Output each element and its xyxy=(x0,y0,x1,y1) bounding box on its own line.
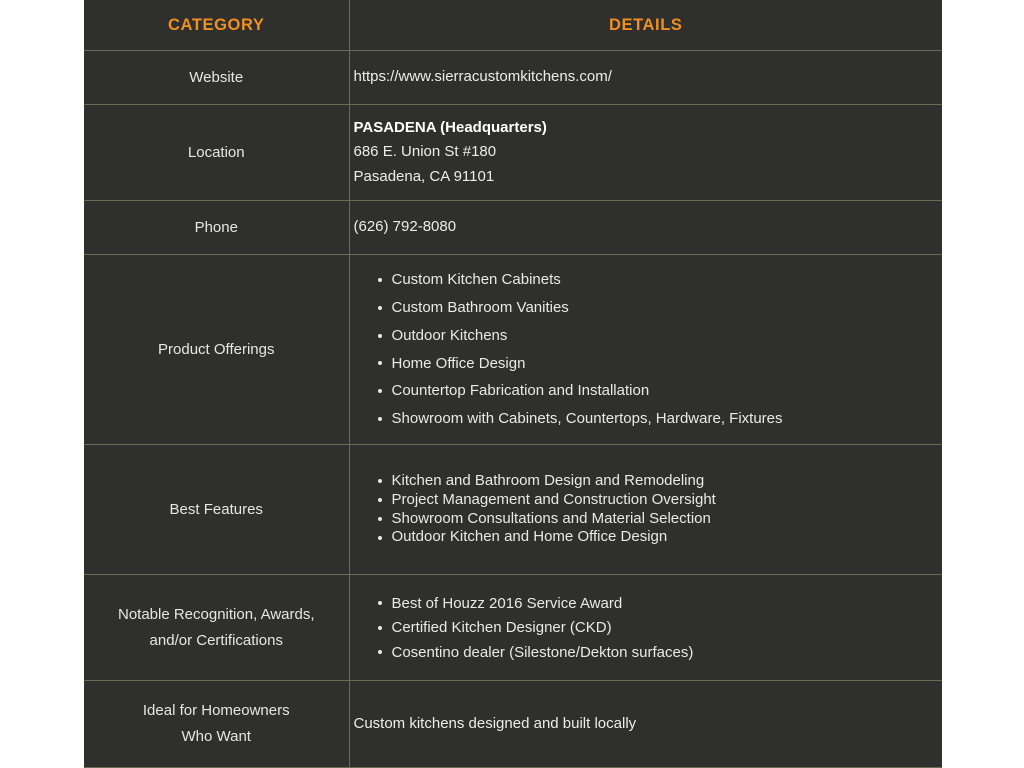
row-category-best-features xyxy=(84,445,349,575)
phone-number[interactable]: (626) 792-8080 xyxy=(353,218,457,236)
table-row xyxy=(84,51,942,105)
row-details-ideal-for xyxy=(349,681,942,768)
list-item: Project Management and Construction Oversight xyxy=(378,491,933,510)
category-label: Best Features xyxy=(169,500,263,518)
product-offerings-list xyxy=(350,269,943,429)
header-label-category: CATEGORY xyxy=(168,15,265,34)
row-details-notable-recognition xyxy=(349,575,942,681)
list-item: Outdoor Kitchens xyxy=(378,325,933,346)
category-label-line-1: Ideal for Homeowners xyxy=(142,702,290,720)
list-item: Outdoor Kitchen and Home Office Design xyxy=(378,528,933,547)
company-info-table xyxy=(84,0,942,768)
category-label: Product Offerings xyxy=(158,340,275,358)
table-row xyxy=(84,201,942,255)
row-details-location xyxy=(349,105,942,201)
table-row xyxy=(84,445,942,575)
address-line-city-state-zip: Pasadena, CA 91101 xyxy=(353,167,495,185)
ideal-for-value: Custom kitchens designed and built locally xyxy=(353,714,637,732)
row-category-product-offerings xyxy=(84,255,349,445)
list-item: Custom Kitchen Cabinets xyxy=(378,269,933,290)
row-details-website xyxy=(349,51,942,105)
category-label: Location xyxy=(187,143,245,161)
category-label-line-1: Notable Recognition, Awards, xyxy=(117,605,315,623)
category-label-line-2: Who Want xyxy=(181,728,251,745)
list-item: Cosentino dealer (Silestone/Dekton surfaces) xyxy=(378,643,933,662)
info-table-container xyxy=(84,0,942,768)
table-row xyxy=(84,575,942,681)
table-header-category xyxy=(84,0,349,51)
table-row xyxy=(84,255,942,445)
table-header-details xyxy=(349,0,942,51)
row-category-notable-recognition xyxy=(84,575,349,681)
category-label: Website xyxy=(189,68,244,86)
best-features-list xyxy=(350,472,943,547)
table-row xyxy=(84,681,942,768)
category-label: Phone xyxy=(194,218,238,236)
address-block xyxy=(350,112,943,193)
row-category-location xyxy=(84,105,349,201)
row-category-phone xyxy=(84,201,349,255)
list-item: Countertop Fabrication and Installation xyxy=(378,380,933,401)
list-item: Custom Bathroom Vanities xyxy=(378,297,933,318)
address-line-street: 686 E. Union St #180 xyxy=(353,143,497,161)
row-category-website xyxy=(84,51,349,105)
row-details-phone xyxy=(349,201,942,255)
row-details-best-features xyxy=(349,445,942,575)
list-item: Best of Houzz 2016 Service Award xyxy=(378,594,933,613)
address-line-headquarters: PASADENA (Headquarters) xyxy=(353,119,547,137)
row-details-product-offerings xyxy=(349,255,942,445)
row-category-ideal-for xyxy=(84,681,349,768)
list-item: Certified Kitchen Designer (CKD) xyxy=(378,618,933,637)
website-url[interactable]: https://www.sierracustomkitchens.com/ xyxy=(353,68,612,86)
table-row xyxy=(84,105,942,201)
list-item: Home Office Design xyxy=(378,353,933,374)
notable-recognition-list xyxy=(350,594,943,662)
list-item: Showroom with Cabinets, Countertops, Hardware, Fixtures xyxy=(378,408,933,429)
list-item: Kitchen and Bathroom Design and Remodeling xyxy=(378,472,933,491)
table-header-row xyxy=(84,0,942,51)
header-label-details: DETAILS xyxy=(608,15,683,34)
list-item: Showroom Consultations and Material Selection xyxy=(378,510,933,529)
category-label-line-2: and/or Certifications xyxy=(149,631,283,649)
